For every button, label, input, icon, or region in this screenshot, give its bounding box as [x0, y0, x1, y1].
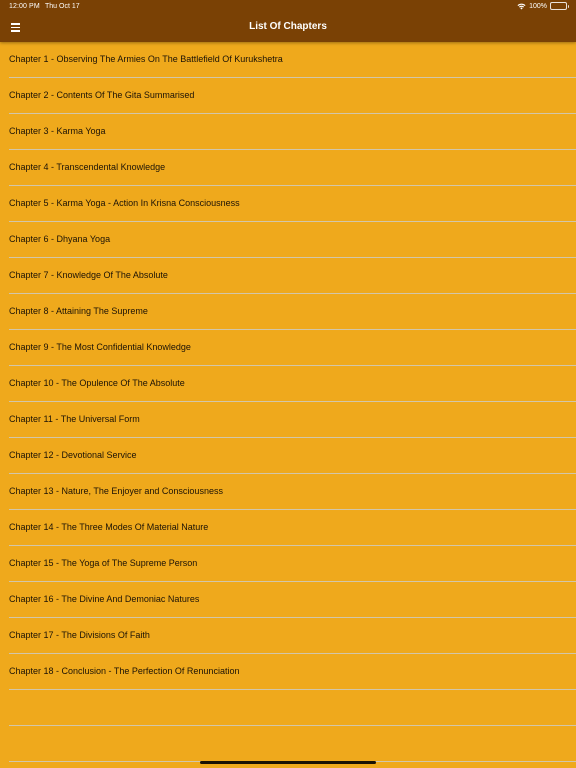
chapter-label: Chapter 8 - Attaining The Supreme: [9, 306, 148, 316]
wifi-icon: [517, 3, 526, 10]
chapter-label: Chapter 9 - The Most Confidential Knowledge: [9, 342, 191, 352]
chapter-label: Chapter 1 - Observing The Armies On The Battlefield Of Kurukshetra: [9, 54, 283, 64]
chapter-label: Chapter 13 - Nature, The Enjoyer and Consciousness: [9, 486, 223, 496]
battery-percent: 100%: [529, 2, 547, 10]
chapter-list: [0, 42, 576, 768]
chapter-label: Chapter 10 - The Opulence Of The Absolute: [9, 378, 185, 388]
chapter-row[interactable]: [9, 654, 576, 690]
chapter-row[interactable]: [9, 618, 576, 654]
chapter-row[interactable]: [9, 222, 576, 258]
status-date: Thu Oct 17: [45, 3, 80, 10]
chapter-row[interactable]: [9, 366, 576, 402]
chapter-label: Chapter 6 - Dhyana Yoga: [9, 234, 111, 244]
chapter-row[interactable]: [9, 510, 576, 546]
chapter-row[interactable]: [9, 294, 576, 330]
chapter-row[interactable]: [9, 546, 576, 582]
chapter-label: Chapter 2 - Contents Of The Gita Summarised: [9, 90, 195, 100]
chapter-row[interactable]: [9, 114, 576, 150]
chapter-row[interactable]: [9, 78, 576, 114]
status-indicators: [517, 2, 567, 10]
chapter-label: Chapter 7 - Knowledge Of The Absolute: [9, 270, 168, 280]
navigation-header: [0, 0, 576, 42]
chapter-label: Chapter 5 - Karma Yoga - Action In Krisna Consciousness: [9, 198, 240, 208]
chapter-row[interactable]: [9, 474, 576, 510]
chapter-row[interactable]: [9, 186, 576, 222]
empty-row: [9, 726, 576, 762]
chapter-row[interactable]: [9, 402, 576, 438]
chapter-label: Chapter 18 - Conclusion - The Perfection Of Renunciation: [9, 666, 240, 676]
chapter-row[interactable]: [9, 42, 576, 78]
chapter-label: Chapter 14 - The Three Modes Of Material Nature: [9, 522, 209, 532]
empty-row: [9, 690, 576, 726]
chapter-label: Chapter 11 - The Universal Form: [9, 414, 140, 424]
chapter-label: Chapter 16 - The Divine And Demoniac Natures: [9, 594, 200, 604]
chapter-row[interactable]: [9, 582, 576, 618]
chapter-row[interactable]: [9, 150, 576, 186]
home-indicator[interactable]: [200, 761, 376, 764]
chapter-row[interactable]: [9, 330, 576, 366]
chapter-label: Chapter 17 - The Divisions Of Faith: [9, 630, 150, 640]
chapter-label: Chapter 12 - Devotional Service: [9, 450, 137, 460]
chapter-label: Chapter 15 - The Yoga of The Supreme Person: [9, 558, 198, 568]
chapter-row[interactable]: [9, 258, 576, 294]
page-title: List Of Chapters: [249, 21, 327, 32]
status-time: 12:00 PM: [9, 3, 40, 10]
chapter-label: Chapter 4 - Transcendental Knowledge: [9, 162, 166, 172]
chapter-row[interactable]: [9, 438, 576, 474]
battery-icon: [550, 2, 567, 10]
chapter-label: Chapter 3 - Karma Yoga: [9, 126, 106, 136]
